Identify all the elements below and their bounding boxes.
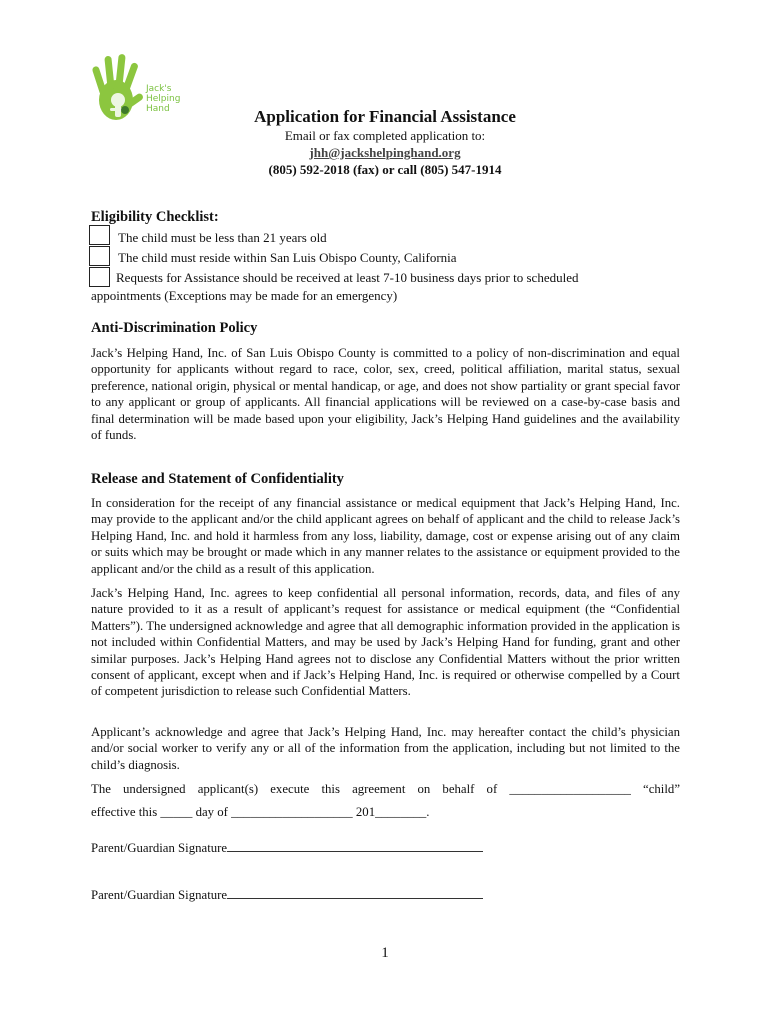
signature-line-1[interactable] — [227, 839, 483, 852]
execute-line: The undersigned applicant(s) execute this agreement on behalf of ___________________ “child” — [91, 782, 680, 796]
contact-line: (805) 592-2018 (fax) or call (805) 547-1914 — [268, 162, 502, 177]
logo-text-line1: Jack's — [146, 84, 172, 94]
email-link[interactable]: jhh@jackshelpinghand.org — [309, 145, 461, 160]
page-number: 1 — [381, 945, 389, 961]
eligibility-item-3: Requests for Assistance should be received at least 7-10 business days prior to scheduled — [116, 270, 579, 285]
policy-body: Jack’s Helping Hand, Inc. of San Luis Obispo County is committed to a policy of non-discrimination and equal opportunity for applicants without regard to race, color, sex, creed, political affiliation, marital status, sexual preference, national origin, physical or mental handicap, or age, and does not show partiality or grant special favor to any applicant or group of applicants. All financial applications will be reviewed on a case-by-case basis and final determination will be made based upon your eligibility, Jack’s Helping Hand guidelines and the availability of funds. — [91, 346, 680, 443]
signature-field-1[interactable] — [91, 839, 483, 856]
release-paragraph-3: Applicant’s acknowledge and agree that Jack’s Helping Hand, Inc. may hereafter contact the child’s physician and/or social worker to verify any or all of the information from the application, including but not limited to the child’s diagnosis. — [91, 725, 680, 772]
page-title: Application for Financial Assistance — [254, 107, 516, 126]
signature-field-2[interactable] — [91, 886, 483, 903]
signature-label-2: Parent/Guardian Signature — [91, 888, 228, 902]
eligibility-checkbox-1[interactable] — [89, 225, 110, 245]
eligibility-item-3-cont: appointments (Exceptions may be made for an emergency) — [91, 288, 398, 303]
logo-text-line2: Helping Hand — [146, 94, 181, 114]
email-instruction: Email or fax completed application to: — [284, 128, 486, 143]
eligibility-heading: Eligibility Checklist: — [91, 209, 219, 225]
eligibility-checkbox-2[interactable] — [89, 246, 110, 266]
eligibility-item-2: The child must reside within San Luis Obispo County, California — [118, 250, 457, 265]
eligibility-checkbox-3[interactable] — [89, 267, 110, 287]
release-paragraph-2: Jack’s Helping Hand, Inc. agrees to keep confidential all personal information, records, data, and files of any nature provided to it as a result of applicant’s request for assistance or medical equipment (the “Confidential Matters”). The undersigned acknowledge and agree that all demographic information provided in the application is not included within Confidential Matters, and may be used by Jack’s Helping Hand for funding, grant and other similar purposes. Jack’s Helping Hand agrees not to disclose any Confidential Matters without the prior written consent of applicant, except when and if Jack’s Helping Hand, Inc. is required or otherwise compelled by a Court of competent jurisdiction to release such Confidential Matters. — [91, 586, 680, 699]
signature-line-2[interactable] — [227, 886, 483, 899]
release-heading: Release and Statement of Confidentiality — [91, 471, 344, 487]
signature-label-1: Parent/Guardian Signature — [91, 841, 228, 855]
policy-heading: Anti-Discrimination Policy — [91, 320, 258, 336]
eligibility-item-1: The child must be less than 21 years old — [118, 230, 327, 245]
effective-line: effective this _____ day of ___________________ 201________. — [91, 805, 430, 819]
release-paragraph-1: In consideration for the receipt of any financial assistance or medical equipment that Jack’s Helping Hand, Inc. may provide to the applicant and/or the child applicant agrees on behalf of applicant and the child to release Jack’s Helping Hand, Inc. and hold it harmless from any loss, liability, damage, cost or expense arising out of any claim or suits which may be brought or made which in any manner relates to the assistance or equipment provided to the applicant and/or the child as a result of this application. — [91, 496, 680, 576]
